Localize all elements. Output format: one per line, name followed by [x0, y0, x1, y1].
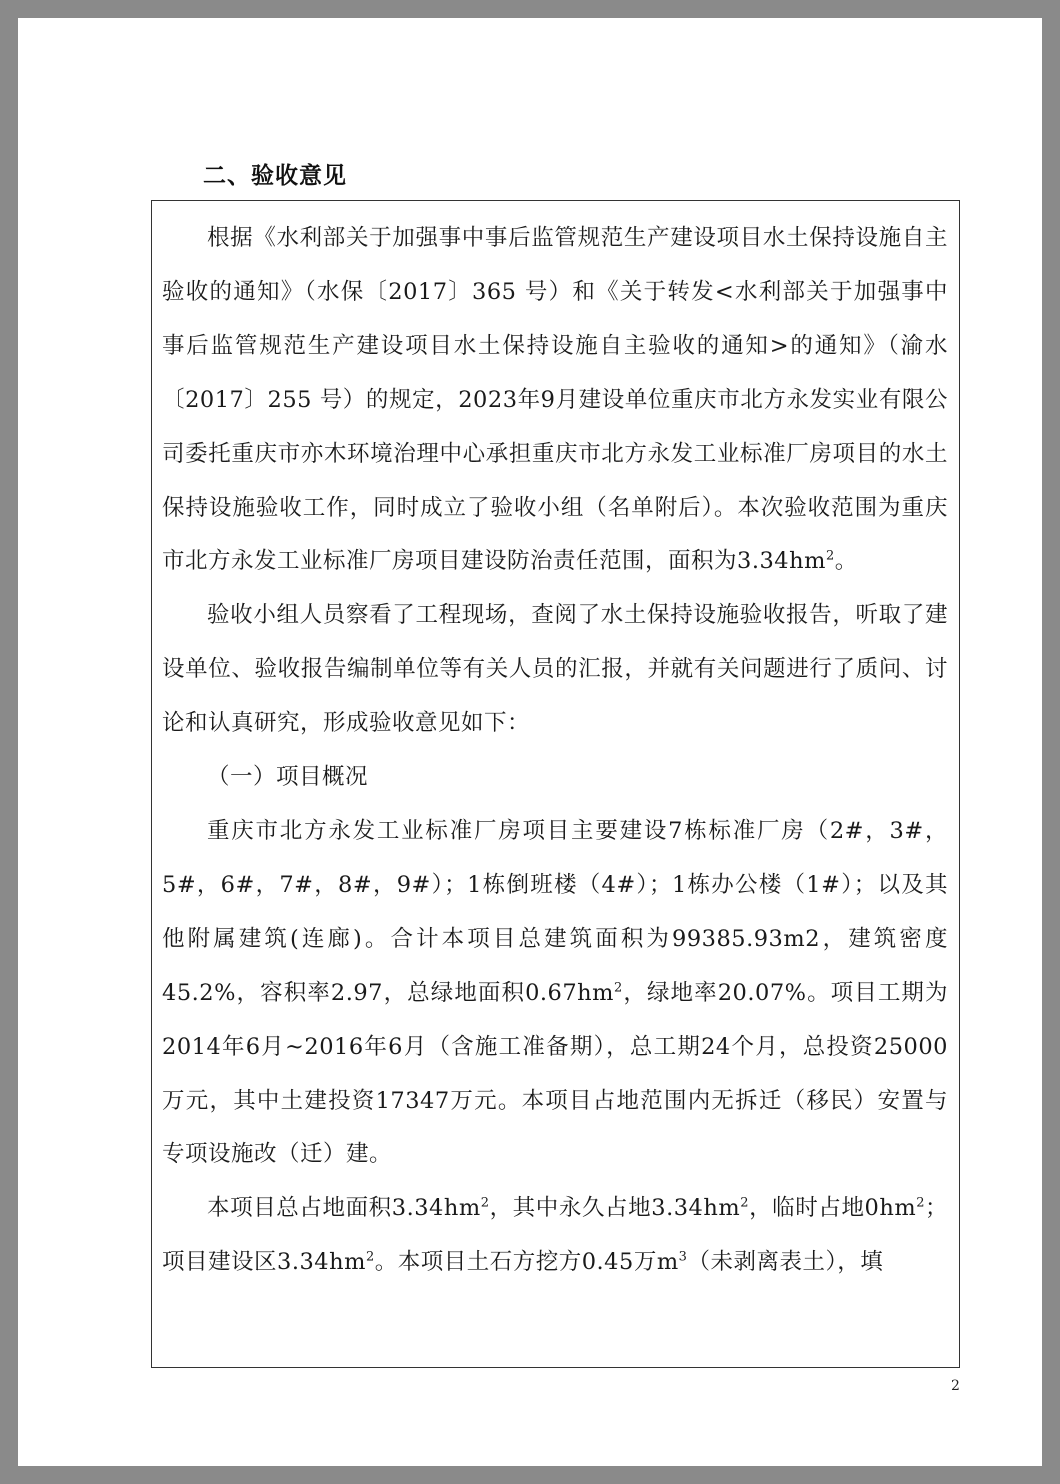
superscript: 2 [480, 1195, 490, 1211]
land-use-text-d: ；项目建设区3.34hm [162, 1195, 948, 1276]
paragraph-review: 验收小组人员察看了工程现场，查阅了水土保持设施验收报告，听取了建设单位、验收报告编制单位等有关人员的汇报，并就有关问题进行了质问、讨论和认真研究，形成验收意见如下： [162, 602, 948, 737]
opinion-text [162, 212, 948, 1290]
superscript: 2 [365, 1249, 375, 1265]
opinion-box [151, 200, 960, 1368]
land-use-text-e: 。本项目土石方挖方0.45万m [374, 1249, 679, 1276]
subheading-overview: （一）项目概况 [207, 764, 369, 791]
paragraph-overview [162, 805, 948, 1182]
page-number: 2 [951, 1378, 960, 1394]
superscript: 3 [678, 1249, 688, 1265]
paragraph-land-use [162, 1182, 948, 1290]
paragraph-overview-text-b: ，绿地率20.07%。项目工期为2014年6月~2016年6月（含施工准备期），总工期24个月，总投资25000万元，其中土建投资17347万元。本项目占地范围内无拆迁（移民）安置与专项设施改（迁）建。 [162, 979, 949, 1168]
paragraph-basis [162, 212, 948, 589]
land-use-text-a: 本项目总占地面积3.34hm [207, 1195, 481, 1222]
superscript: 2 [614, 980, 623, 996]
superscript: 2 [916, 1195, 925, 1211]
superscript: 2 [740, 1195, 749, 1211]
paragraph-overview-text-a: 重庆市北方永发工业标准厂房项目主要建设7栋标准厂房（2#，3#，5#，6#，7#，8#，9#）；1栋倒班楼（4#）；1栋办公楼（1#）；以及其他附属建筑(连廊)。合计本项目总建筑面积为99385.93m2，建筑密度45.2%，容积率2.97，总绿地面积0.67hm [162, 817, 948, 1006]
paragraph-basis-end: 。 [834, 548, 858, 575]
land-use-text-b: ，其中永久占地3.34hm [489, 1195, 741, 1222]
paragraph-basis-text: 根据《水利部关于加强事中事后监管规范生产建设项目水土保持设施自主验收的通知》（水保〔2017〕365 号）和《关于转发<水利部关于加强事中事后监管规范生产建设项目水土保持设施自主验收的通知>的通知》（渝水〔2017〕255 号）的规定，2023年9月建设单位重庆市北方永发实业有限公司委托重庆市亦木环境治理中心承担重庆市北方永发工业标准厂房项目的水土保持设施验收工作，同时成立了验收小组（名单附后）。本次验收范围为重庆市北方永发工业标准厂房项目建设防治责任范围，面积为3.34hm [162, 225, 948, 575]
superscript: 2 [825, 548, 835, 564]
land-use-text-f: （未剥离表土），填 [687, 1249, 884, 1276]
document-page [18, 18, 1042, 1466]
land-use-text-c: ，临时占地0hm [748, 1195, 917, 1222]
section-heading: 二、验收意见 [203, 163, 347, 189]
